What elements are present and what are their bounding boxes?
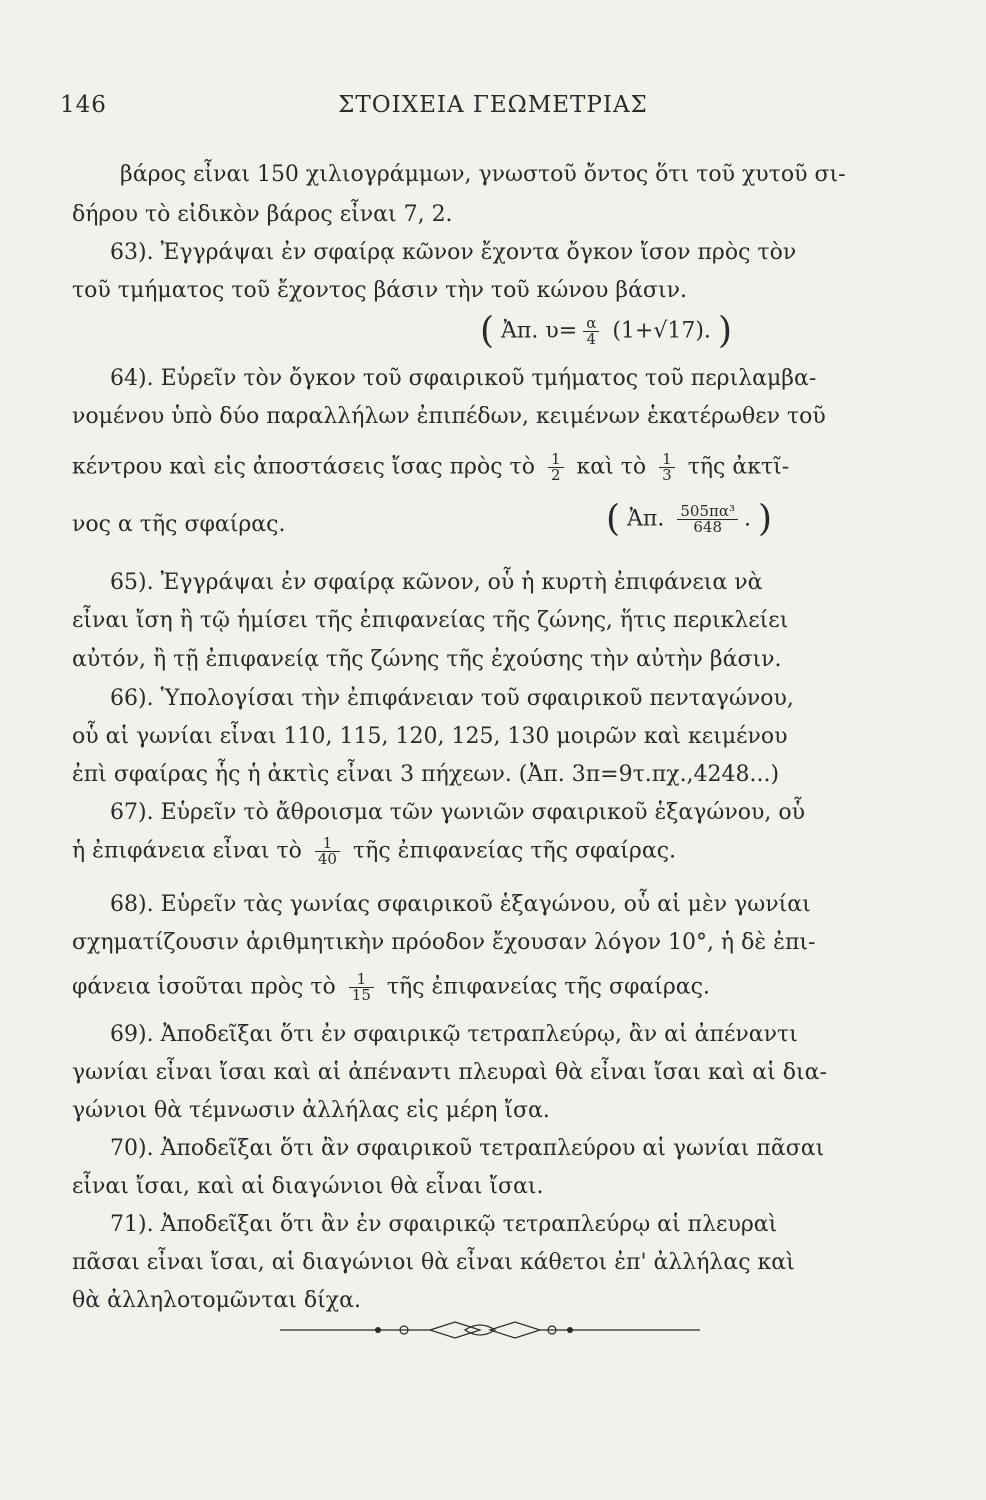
denominator: 2 bbox=[548, 467, 564, 483]
numerator: 1 bbox=[662, 450, 672, 468]
text-segment: κέντρου καὶ εἰς ἀποστάσεις ἴσας πρὸς τὸ bbox=[72, 454, 535, 480]
text-line: γωνίαι εἶναι ἴσαι καὶ αἱ ἀπέναντι πλευραὶ θὰ εἶναι ἴσαι καὶ αἱ δια- bbox=[72, 1060, 827, 1085]
text-line: νος α τῆς σφαίρας. bbox=[72, 512, 286, 537]
numerator: 1 bbox=[322, 834, 333, 852]
text-line: αὐτόν, ἢ τῇ ἐπιφανείᾳ τῆς ζώνης τῆς ἐχούσης τὴν αὐτὴν βάσιν. bbox=[72, 647, 782, 672]
text-segment: τῆς ἐπιφανείας τῆς σφαίρας. bbox=[352, 838, 677, 864]
denominator: 3 bbox=[659, 467, 675, 483]
text-line bbox=[72, 972, 710, 1003]
text-line: εἶναι ἴσαι, καὶ αἱ διαγώνιοι θὰ εἶναι ἴσαι. bbox=[72, 1174, 544, 1199]
running-title: ΣΤΟΙΧΕΙΑ ΓΕΩΜΕΤΡΙΑΣ bbox=[338, 92, 648, 118]
fraction bbox=[548, 452, 564, 483]
fraction bbox=[583, 316, 599, 347]
numerator: 505πα³ bbox=[680, 502, 736, 520]
text-line: δήρου τὸ εἰδικὸν βάρος εἶναι 7, 2. bbox=[72, 202, 453, 227]
problem-68: 68). Εὑρεῖν τὰς γωνίας σφαιρικοῦ ἑξαγώνου, οὗ αἱ μὲν γωνίαι bbox=[110, 892, 811, 917]
fraction bbox=[677, 504, 738, 535]
problem-64: 64). Εὑρεῖν τὸν ὄγκον τοῦ σφαιρικοῦ τμήματος τοῦ περιλαμβα- bbox=[110, 366, 817, 391]
numerator: 1 bbox=[356, 970, 367, 988]
answer-label: Ἀπ. bbox=[627, 506, 665, 532]
denominator: 15 bbox=[349, 987, 374, 1003]
problem-63: 63). Ἐγγράψαι ἐν σφαίρᾳ κῶνον ἔχοντα ὄγκον ἴσον πρὸς τὸν bbox=[110, 240, 797, 265]
answer-63 bbox=[480, 310, 732, 352]
text-segment: τῆς ἐπιφανείας τῆς σφαίρας. bbox=[386, 974, 710, 1000]
fraction bbox=[349, 972, 374, 1003]
numerator: 1 bbox=[550, 450, 561, 468]
text-line: οὗ αἱ γωνίαι εἶναι 110, 115, 120, 125, 130 μοιρῶν καὶ κειμένου bbox=[72, 724, 788, 749]
text-line: βάρος εἶναι 150 χιλιογράμμων, γνωστοῦ ὄντος ὅτι τοῦ χυτοῦ σι- bbox=[120, 162, 846, 187]
page-header bbox=[0, 92, 986, 132]
problem-65: 65). Ἐγγράψαι ἐν σφαίρᾳ κῶνον, οὗ ἡ κυρτὴ ἐπιφάνεια νὰ bbox=[110, 570, 763, 595]
text-segment: τῆς ἀκτῖ- bbox=[687, 454, 790, 480]
text-line: πᾶσαι εἶναι ἴσαι, αἱ διαγώνιοι θὰ εἶναι κάθετοι ἐπ' ἀλλήλας καὶ bbox=[72, 1250, 795, 1275]
numerator: α bbox=[586, 314, 597, 332]
denominator: 648 bbox=[677, 519, 738, 535]
page-number: 146 bbox=[60, 92, 107, 118]
answer-rest: . bbox=[744, 506, 752, 532]
fraction bbox=[315, 836, 340, 867]
text-line: σχηματίζουσιν ἀριθμητικὴν πρόοδον ἔχουσαν λόγον 10°, ἡ δὲ ἐπι- bbox=[72, 930, 816, 955]
paren-close: ) bbox=[717, 310, 732, 352]
text-line: θὰ ἀλληλοτομῶνται δίχα. bbox=[72, 1288, 361, 1313]
text-line: ἐπὶ σφαίρας ἧς ἡ ἀκτὶς εἶναι 3 πήχεων. (Ἀπ. 3π=9τ.πχ.,4248...) bbox=[72, 762, 780, 787]
text-segment: ἡ ἐπιφάνεια εἶναι τὸ bbox=[72, 838, 302, 864]
paren-open: ( bbox=[480, 310, 495, 352]
text-line: τοῦ τμήματος τοῦ ἔχοντος βάσιν τὴν τοῦ κώνου βάσιν. bbox=[72, 278, 687, 303]
denominator: 40 bbox=[315, 851, 340, 867]
text-segment: καὶ τὸ bbox=[576, 454, 647, 480]
text-line bbox=[72, 836, 676, 867]
text-line: γώνιοι θὰ τέμνωσιν ἀλλήλας εἰς μέρη ἴσα. bbox=[72, 1098, 550, 1123]
text-line: νομένου ὑπὸ δύο παραλλήλων ἐπιπέδων, κειμένων ἑκατέρωθεν τοῦ bbox=[72, 404, 826, 429]
text-line bbox=[72, 452, 789, 483]
text-segment: φάνεια ἰσοῦται πρὸς τὸ bbox=[72, 974, 336, 1000]
paren-open: ( bbox=[606, 498, 621, 540]
denominator: 4 bbox=[583, 331, 599, 347]
answer-64 bbox=[606, 498, 773, 540]
problem-71: 71). Ἀποδεῖξαι ὅτι ἂν ἐν σφαιρικῷ τετραπλεύρῳ αἱ πλευραὶ bbox=[110, 1212, 778, 1237]
problem-70: 70). Ἀποδεῖξαι ὅτι ἂν σφαιρικοῦ τετραπλεύρου αἱ γωνίαι πᾶσαι bbox=[110, 1136, 825, 1161]
answer-rest: (1+√17). bbox=[605, 318, 711, 344]
problem-66: 66). Ὑπολογίσαι τὴν ἐπιφάνειαν τοῦ σφαιρικοῦ πενταγώνου, bbox=[110, 686, 794, 711]
text-line: εἶναι ἴση ἢ τῷ ἡμίσει τῆς ἐπιφανείας τῆς ζώνης, ἥτις περικλείει bbox=[72, 608, 789, 633]
problem-69: 69). Ἀποδεῖξαι ὅτι ἐν σφαιρικῷ τετραπλεύρῳ, ἂν αἱ ἀπέναντι bbox=[110, 1022, 798, 1047]
fraction bbox=[659, 452, 675, 483]
problem-67: 67). Εὑρεῖν τὸ ἄθροισμα τῶν γωνιῶν σφαιρικοῦ ἑξαγώνου, οὗ bbox=[110, 800, 805, 825]
ornament-divider bbox=[280, 1318, 700, 1342]
paren-close: ) bbox=[758, 498, 773, 540]
answer-label: Ἀπ. υ= bbox=[501, 318, 578, 344]
